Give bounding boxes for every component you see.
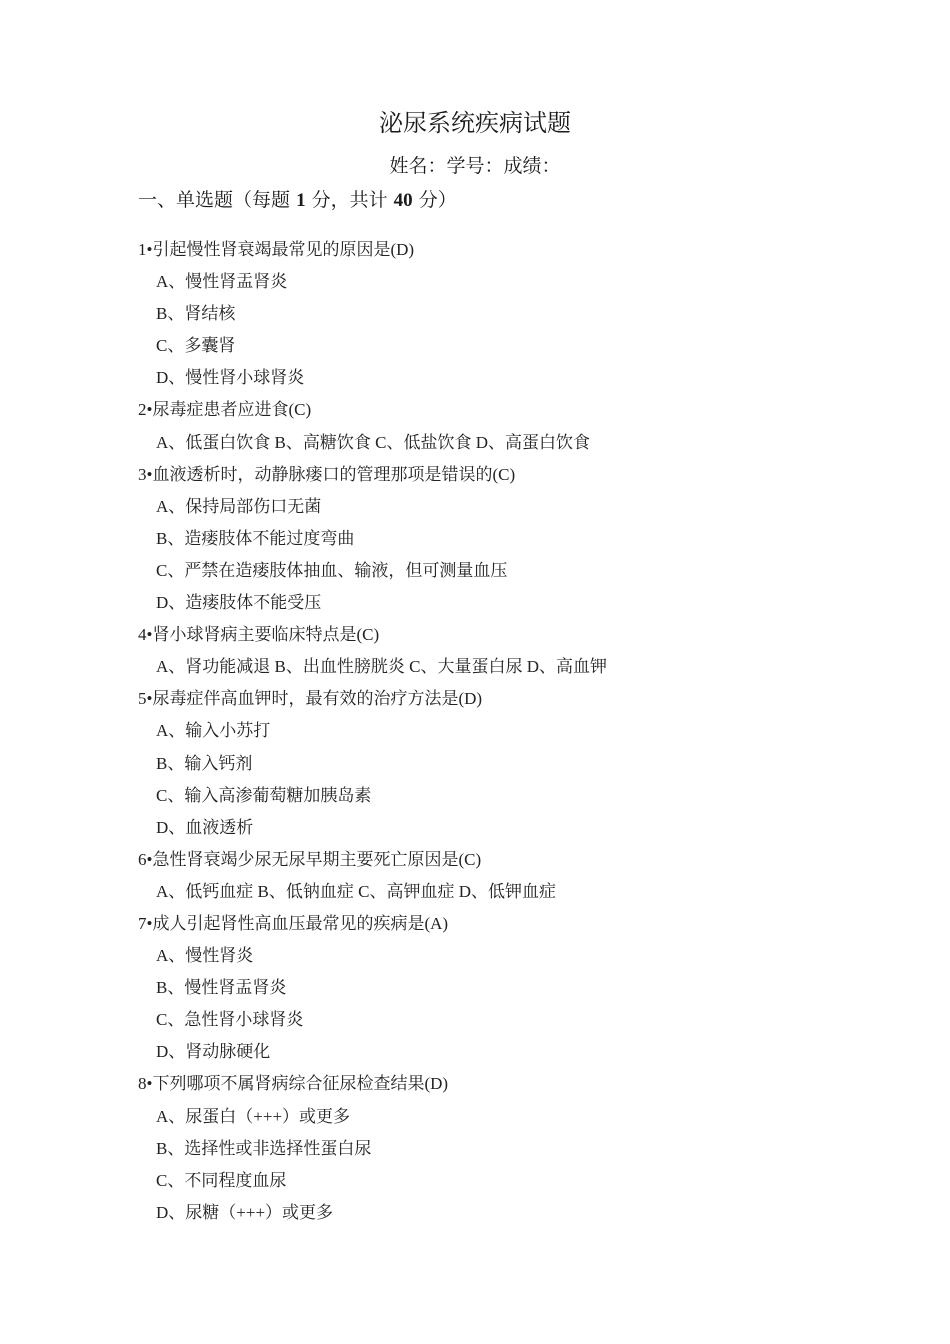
- question-list: [138, 234, 838, 1229]
- question-5: [138, 683, 838, 843]
- question-1: [138, 234, 838, 394]
- answer-option: D、慢性肾小球肾炎: [156, 368, 305, 388]
- question-2: [138, 394, 838, 458]
- answer-option: D、血液透析: [156, 817, 254, 837]
- answer-option: D、尿糖（+++）或更多: [156, 1202, 334, 1222]
- answer-option: C、不同程度血尿: [156, 1170, 287, 1190]
- answer-options-inline: A、肾功能减退 B、出血性膀胱炎 C、大量蛋白尿 D、高血钾: [156, 657, 607, 677]
- answer-option: C、严禁在造瘘肢体抽血、输液，但可测量血压: [156, 560, 508, 580]
- answer-option: B、肾结核: [156, 304, 236, 324]
- question-3: [138, 459, 838, 619]
- answer-option: A、保持局部伤口无菌: [156, 496, 322, 516]
- question-stem: 6•急性肾衰竭少尿无尿早期主要死亡原因是(C): [138, 849, 482, 869]
- answer-option: C、急性肾小球肾炎: [156, 1010, 304, 1030]
- question-stem: 1•引起慢性肾衰竭最常见的原因是(D): [138, 240, 415, 259]
- student-info-line: 姓名：学号：成绩：: [389, 155, 561, 177]
- section-heading-prefix: 一、单选题（每题: [138, 189, 291, 211]
- answer-option: B、造瘘肢体不能过度弯曲: [156, 528, 355, 548]
- question-stem: 4•肾小球肾病主要临床特点是(C): [138, 625, 380, 645]
- question-stem: 5•尿毒症伴高血钾时，最有效的治疗方法是(D): [138, 689, 483, 709]
- answer-option: C、多囊肾: [156, 336, 236, 356]
- question-6: [138, 844, 838, 908]
- question-stem: 3•血液透析时，动静脉瘘口的管理那项是错误的(C): [138, 464, 516, 484]
- answer-option: B、选择性或非选择性蛋白尿: [156, 1138, 372, 1158]
- answer-options-inline: A、低钙血症 B、低钠血症 C、高钾血症 D、低钾血症: [156, 881, 556, 901]
- question-4: [138, 619, 838, 683]
- answer-option: C、输入高渗葡萄糖加胰岛素: [156, 785, 372, 805]
- answer-option: A、输入小苏打: [156, 721, 271, 741]
- question-8: [138, 1068, 838, 1228]
- answer-option: A、慢性肾盂肾炎: [156, 272, 288, 292]
- section-heading-suffix: 分）: [418, 189, 457, 211]
- answer-option: B、输入钙剂: [156, 753, 253, 773]
- question-stem: 2•尿毒症患者应进食(C): [138, 400, 312, 420]
- answer-options-inline: A、低蛋白饮食 B、高糖饮食 C、低盐饮食 D、高蛋白饮食: [156, 432, 590, 452]
- answer-option: A、慢性肾炎: [156, 946, 254, 966]
- document-title: 泌尿系统疾病试题: [379, 109, 571, 137]
- section-heading-middle: 分，共计: [311, 189, 388, 211]
- answer-option: A、尿蛋白（+++）或更多: [156, 1106, 351, 1126]
- question-stem: 7•成人引起肾性高血压最常见的疾病是(A): [138, 913, 449, 933]
- question-stem: 8•下列哪项不属肾病综合征尿检查结果(D): [138, 1074, 449, 1094]
- answer-option: B、慢性肾盂肾炎: [156, 978, 287, 998]
- section-total-points: 40: [393, 190, 413, 211]
- answer-option: D、造瘘肢体不能受压: [156, 593, 322, 613]
- section-heading: [138, 186, 457, 215]
- answer-option: D、肾动脉硬化: [156, 1042, 271, 1062]
- section-points-each: 1: [296, 190, 306, 211]
- question-7: [138, 908, 838, 1068]
